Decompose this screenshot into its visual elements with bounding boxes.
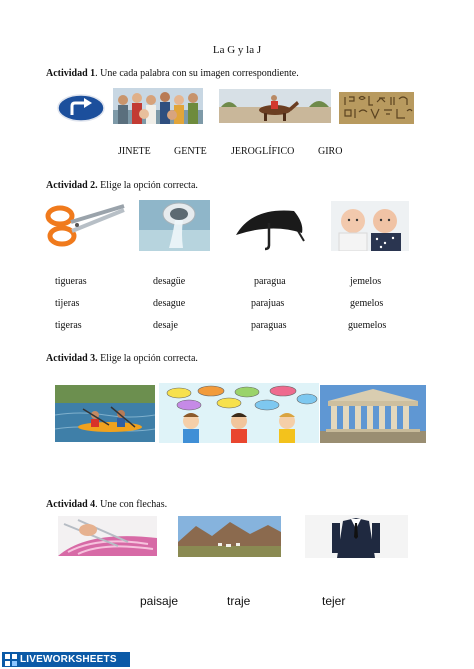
option-desague-dieresis[interactable]: desagüe: [153, 276, 186, 287]
footer-bar: [0, 650, 474, 669]
page-title: La G y la J: [212, 44, 262, 56]
hieroglyphics-image: [339, 92, 414, 124]
turn-right-sign-image: [57, 94, 105, 122]
option-tijeras[interactable]: tijeras: [55, 298, 80, 309]
word-tejer[interactable]: tejer: [322, 594, 346, 608]
activity-4-label: Actividad 4: [46, 499, 96, 510]
activity-4-text: . Une con flechas.: [95, 499, 168, 510]
option-tigeras[interactable]: tigeras: [55, 320, 82, 331]
word-jinete[interactable]: JINETE: [118, 146, 151, 157]
people-group-image: [113, 88, 203, 124]
activity-1-label: Actividad 1: [46, 68, 96, 79]
kayaking-image: [55, 385, 155, 442]
parthenon-image: [320, 385, 426, 443]
option-paraguas[interactable]: paraguas: [251, 320, 287, 331]
landscape-image: [178, 516, 281, 557]
word-gente[interactable]: GENTE: [174, 146, 207, 157]
option-jemelos[interactable]: jemelos: [350, 276, 382, 287]
activity-2-instruction: [46, 180, 198, 191]
logo-grid-icon: [5, 654, 17, 666]
kids-languages-image: [159, 383, 319, 443]
activity-2-text: Elige la opción correcta.: [97, 180, 198, 191]
suit-image: [305, 515, 408, 558]
word-jeroglifico[interactable]: JEROGLÍFICO: [231, 146, 295, 157]
activity-1-instruction: [46, 68, 299, 79]
option-desaje[interactable]: desaje: [153, 320, 178, 331]
activity-3-instruction: [46, 353, 198, 364]
option-parajuas[interactable]: parajuas: [251, 298, 285, 309]
liveworksheets-logo[interactable]: [2, 652, 130, 667]
scissors-image: [44, 200, 128, 250]
option-guemelos[interactable]: guemelos: [348, 320, 387, 331]
option-desague[interactable]: desague: [153, 298, 186, 309]
drain-pipe-image: [139, 200, 210, 251]
option-tigueras[interactable]: tigueras: [55, 276, 87, 287]
activity-4-instruction: [46, 499, 167, 510]
word-paisaje[interactable]: paisaje: [140, 594, 179, 608]
activity-3-text: Elige la opción correcta.: [97, 353, 198, 364]
knitting-image: [58, 516, 157, 556]
activity-1-text: . Une cada palabra con su imagen correspondiente.: [95, 68, 299, 79]
word-giro[interactable]: GIRO: [318, 146, 343, 157]
activity-3-label: Actividad 3.: [46, 353, 98, 364]
twin-babies-image: [331, 201, 409, 251]
activity-2-label: Actividad 2.: [46, 180, 98, 191]
option-gemelos[interactable]: gemelos: [350, 298, 384, 309]
footer-brand: LIVEWORKSHEETS: [20, 654, 117, 665]
option-paragua[interactable]: paragua: [254, 276, 286, 287]
umbrella-image: [232, 205, 306, 251]
horse-rider-image: [219, 89, 331, 123]
word-traje[interactable]: traje: [227, 594, 251, 608]
